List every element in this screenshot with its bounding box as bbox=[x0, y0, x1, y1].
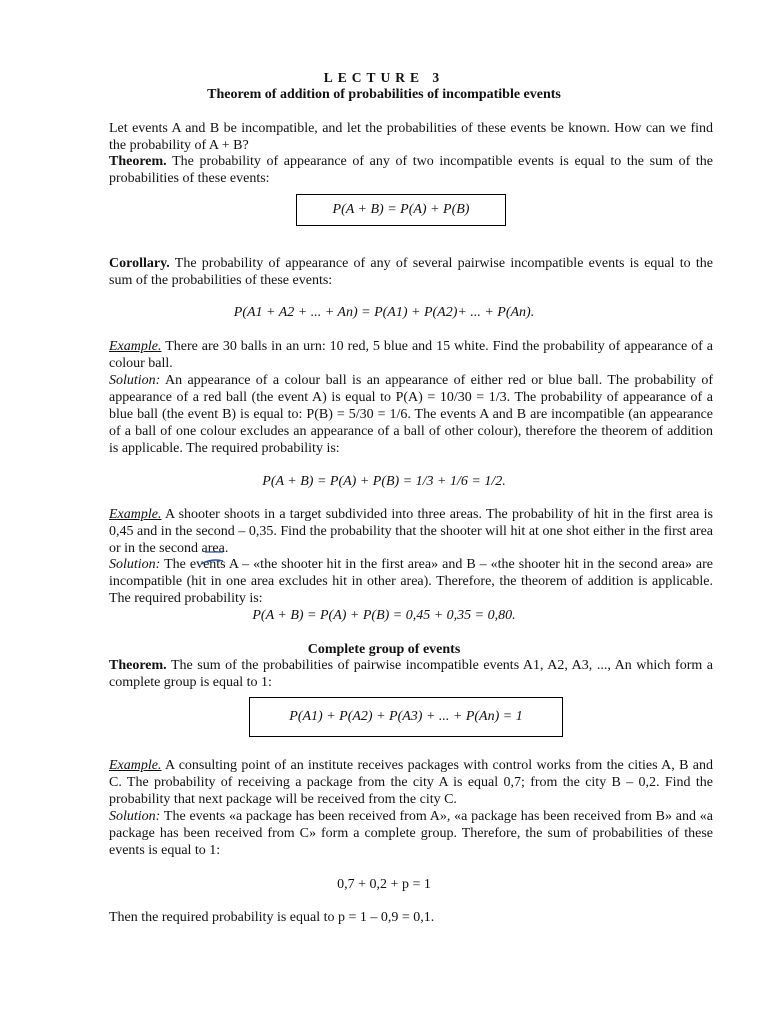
theorem-text: The probability of appearance of any of two incompatible events is equal to the sum of the probabilities of these events: bbox=[109, 154, 714, 186]
complete-group-heading: Complete group of events bbox=[307, 642, 461, 657]
example1-label: Example. bbox=[109, 339, 162, 354]
example3-text: A consulting point of an institute receives packages with control works from the cities A, B and C. The probability of receiving a package from the city A is equal 0,7; from the city B – 0,2. Find the probability that next package will be received from the city C. bbox=[109, 758, 713, 807]
corollary-formula: P(A1 + A2 + ... + An) = P(A1) + P(A2)+ ... + P(An). bbox=[233, 305, 535, 320]
page-title: Theorem of addition of probabilities of incompatible events bbox=[207, 87, 561, 102]
example3-paragraph bbox=[109, 757, 713, 808]
example3-solution bbox=[109, 808, 713, 859]
pen-mark-2 bbox=[204, 548, 224, 554]
example3-formula: 0,7 + 0,2 + p = 1 bbox=[337, 877, 431, 892]
theorem-paragraph bbox=[109, 153, 713, 187]
corollary-paragraph bbox=[109, 255, 713, 289]
example2-solution-text: The events A – «the shooter hit in the first area» and B – «the shooter hit in the second area» are incompatible (hit in one area excludes hit in other area). Therefore, the theorem of addition is applicable. The required probability is: bbox=[109, 557, 714, 606]
example2-text: A shooter shoots in a target subdivided into three areas. The probability of hit in the first area is 0,45 and in the second – 0,35. Find the probability that the shooter will hit at one shot either in the first area or in the second area. bbox=[109, 507, 713, 556]
example1-solution bbox=[109, 372, 713, 457]
example1-formula: P(A + B) = P(A) + P(B) = 1/3 + 1/6 = 1/2. bbox=[262, 474, 506, 489]
lecture-heading: LECTURE 3 bbox=[323, 70, 445, 85]
complete-group-theorem-label: Theorem. bbox=[109, 658, 167, 673]
theorem-label: Theorem. bbox=[109, 154, 167, 169]
theorem-formula-box: P(A + B) = P(A) + P(B) bbox=[296, 194, 506, 226]
example1-text: There are 30 balls in an urn: 10 red, 5 blue and 15 white. Find the probability of appearance of a colour ball. bbox=[109, 339, 713, 371]
complete-group-formula-box: P(A1) + P(A2) + P(A3) + ... + P(An) = 1 bbox=[249, 697, 563, 737]
example3-conclusion: Then the required probability is equal to p = 1 – 0,9 = 0,1. bbox=[109, 910, 435, 925]
example2-paragraph bbox=[109, 506, 713, 557]
example3-solution-label: Solution: bbox=[109, 809, 161, 824]
example1-solution-text: An appearance of a colour ball is an appearance of either red or blue ball. The probability of appearance of a red ball (the event A) is equal to P(A) = 10/30 = 1/3. The probability of appearance of a blue ball (the event B) is equal to: P(B) = 5/30 = 1/6. The events A and B are incompatible (an appearance of a ball of one colour excludes an appearance of a ball of other colour), therefore the theorem of addition is applicable. The required probability is: bbox=[109, 373, 713, 456]
example3-solution-text: The events «a package has been received from A», «a package has been received from B» and «a package has been received from C» form a complete group. Therefore, the sum of probabilities of these events is equal to 1: bbox=[109, 809, 713, 858]
example2-formula: P(A + B) = P(A) + P(B) = 0,45 + 0,35 = 0,80. bbox=[252, 608, 516, 623]
corollary-text: The probability of appearance of any of several pairwise incompatible events is equal to the sum of the probabilities of these events: bbox=[109, 256, 713, 288]
example1-solution-label: Solution: bbox=[109, 373, 161, 388]
example3-label: Example. bbox=[109, 758, 162, 773]
complete-group-theorem bbox=[109, 657, 713, 691]
example2-label: Example. bbox=[109, 507, 162, 522]
example2-solution-label: Solution: bbox=[109, 557, 161, 572]
corollary-label: Corollary. bbox=[109, 256, 170, 271]
complete-group-theorem-text: The sum of the probabilities of pairwise incompatible events A1, A2, A3, ..., An which form a complete group is equal to 1: bbox=[109, 658, 713, 690]
intro-question: Let events A and B be incompatible, and let the probabilities of these events be known. How can we find the probability of A + B? bbox=[109, 121, 713, 153]
example1-paragraph bbox=[109, 338, 713, 372]
pen-mark-1 bbox=[200, 558, 224, 566]
